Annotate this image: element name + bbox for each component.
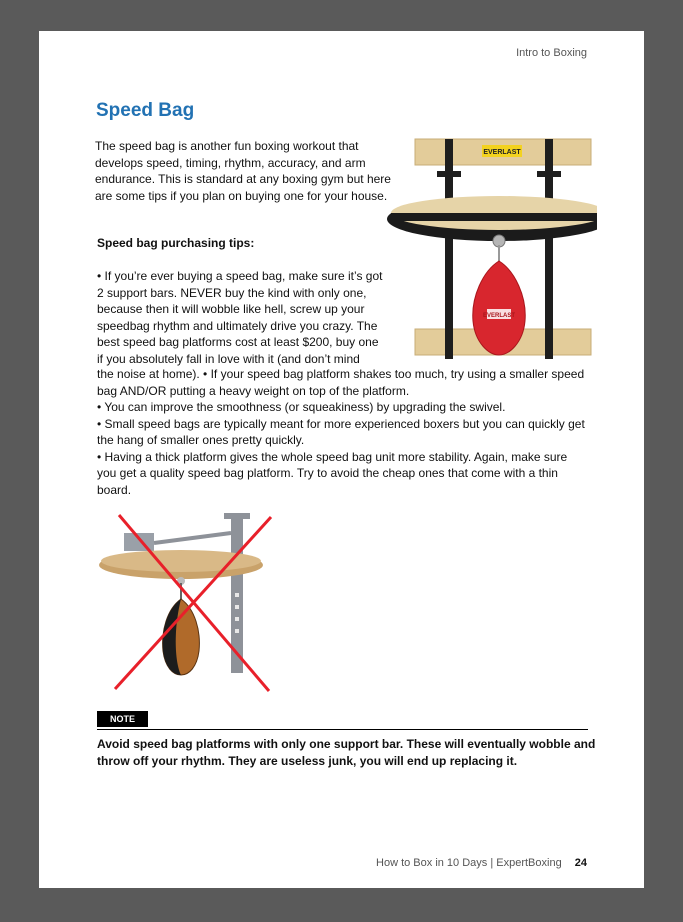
intro-paragraph: The speed bag is another fun boxing workout that develops speed, timing, rhythm, accuracy, and arm endurance. This is standard at any boxing gym but here are some tips if you plan on buying one for your house.: [95, 139, 391, 203]
footer-text: How to Box in 10 Days | ExpertBoxing: [376, 857, 562, 869]
running-header: Intro to Boxing: [516, 47, 587, 59]
brand-plate-text: EVERLAST: [483, 149, 521, 156]
tip-item: • You can improve the smoothness (or squeakiness) by upgrading the swivel.: [97, 400, 506, 414]
speed-bag-brand: EVERLAST: [482, 313, 516, 319]
tip-item: • Having a thick platform gives the whole speed bag unit more stability. Again, make sure you get a quality speed bag platform. Try to avoid the cheap ones that come with a thin board.: [97, 449, 568, 497]
tips-subheading: Speed bag purchasing tips:: [97, 236, 255, 250]
single-bar-platform-image: [99, 513, 279, 693]
speed-bag: [473, 261, 525, 355]
section-title: Speed Bag: [96, 100, 195, 121]
note-text: Avoid speed bag platforms with only one support bar. These will eventually wobble and throw off your rhythm. They are useless junk, you will end up replacing it.: [97, 737, 596, 768]
wall-bracket: [124, 533, 154, 551]
tip-item: • Small speed bags are typically meant for more experienced boxers but you can quickly get the hang of smaller ones pretty quickly.: [97, 416, 585, 447]
page-footer: [376, 857, 587, 869]
tip-paragraph-first: • If you’re ever buying a speed bag, make sure it’s got 2 support bars. NEVER buy the kind with only one, because then it will wobble like hell, screw up your speedbag rhythm and ultimately drive you crazy. The best speed bag platforms cost at least $200, buy one if you absolutely fall in love with it (and don’t mind: [97, 269, 383, 366]
note-label: NOTE: [97, 711, 148, 727]
tip-continuation: the noise at home). • If your speed bag platform shakes too much, try using a smaller speed bag AND/OR putting a heavy weight on top of the platform.: [97, 367, 585, 398]
speed-bag-platform-image: [387, 137, 597, 362]
document-page: [39, 31, 644, 888]
note-divider: [97, 729, 588, 730]
page-number: 24: [574, 857, 587, 869]
tips-list: [97, 366, 587, 498]
